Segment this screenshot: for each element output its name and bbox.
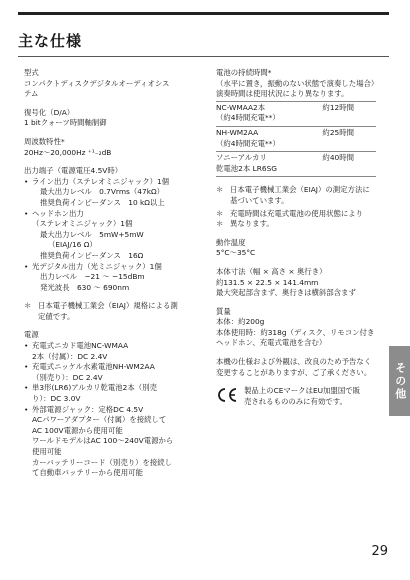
spec-text: （別売り）：DC 2.4V — [32, 372, 103, 382]
spec-battery-life — [216, 68, 379, 177]
spec-text: 売されるもののみに有効です。 — [244, 396, 347, 406]
spec-text: 基づいています。 — [230, 195, 289, 205]
spec-text: （水平に置き，振動のない状態で演奏した場合） — [216, 78, 379, 88]
spec-text: • ヘッドホン出力 — [32, 208, 84, 218]
spec-text: ヘッドホン、充電式電池を含む） — [216, 338, 327, 348]
spec-text: • ライン出力（ステレオミニジャック）1個 — [32, 176, 170, 186]
spec-text: 出力レベル −21 〜 −15dBm — [40, 272, 145, 282]
spec-text: 異なります。 — [230, 219, 274, 229]
spec-heading: 本体寸法（幅 × 高さ × 奥行き） — [216, 266, 327, 276]
spec-text: 本機の仕様および外観は、改良のため予告なく — [216, 357, 372, 367]
battery-notes — [216, 185, 376, 229]
list-item — [24, 383, 200, 404]
top-rule — [18, 12, 389, 15]
right-column — [216, 68, 379, 407]
spec-text: 充電時間は充電式電池の使用状態により — [230, 208, 364, 218]
table-cell: （約4時間充電**） — [216, 113, 280, 123]
spec-heading: 出力端子（電源電圧4.5V時） — [24, 166, 123, 176]
list-item — [24, 209, 200, 262]
spec-text: • 外部電源ジャック：定格DC 4.5V — [32, 404, 144, 414]
footnote-mark: ＊ — [24, 301, 32, 311]
spec-text: 最大出力レベル 0.7Vrms（47kΩ） — [40, 187, 165, 197]
footnote-mark: ＊＊ — [216, 208, 224, 229]
spec-text: ACパワーアダプター（付属）を接続して — [32, 415, 167, 425]
ce-mark-icon — [216, 387, 238, 403]
spec-text: 2本（付属）：DC 2.4V — [32, 351, 108, 361]
title-rule — [18, 56, 389, 57]
page-title: 主な仕様 — [18, 32, 83, 50]
table-cell: NC-WMAA2本 — [216, 102, 266, 112]
table-cell: NH-WM2AA — [216, 127, 259, 137]
spec-text: て自動車バッテリーから使用可能 — [32, 468, 143, 478]
spec-text: 推奨負荷インピーダンス 10 kΩ以上 — [40, 197, 165, 207]
spec-mass — [216, 307, 376, 349]
list-item — [24, 262, 200, 294]
battery-table — [216, 101, 376, 178]
spec-text: 製品上のCEマークはEU加盟国で販 — [244, 386, 360, 396]
spec-text: 演奏時間は使用状況により異なります。 — [216, 89, 349, 99]
spec-frequency — [24, 137, 200, 158]
spec-text: 発光波長 630 〜 690nm — [40, 282, 130, 292]
section-tab: その他 — [389, 346, 410, 416]
spec-heading: 周波数特性* — [24, 136, 65, 146]
spec-outputs — [24, 166, 200, 293]
spec-text: 推奨負荷インピーダンス 16Ω — [40, 250, 144, 260]
spec-text: ワールドモデルはAC 100〜240V電源から — [32, 436, 174, 446]
table-cell: 約12時間 — [322, 102, 354, 112]
spec-text: 本体使用時：約318g（ディスク、リモコン付き — [216, 327, 375, 337]
spec-text: テム — [24, 89, 39, 99]
spec-heading: 型式 — [24, 68, 39, 77]
spec-text: 最大突起部含まず、奥行きは横斜部含まず — [216, 288, 356, 298]
spec-text: AC 100V電源から使用可能 — [32, 425, 123, 435]
ce-notice — [216, 386, 376, 407]
spec-heading: 復号化（D/A） — [24, 107, 75, 117]
disclaimer — [216, 357, 376, 378]
spec-heading: 動作温度 — [216, 237, 246, 247]
left-column — [24, 68, 200, 487]
list-item — [24, 341, 200, 362]
list-item — [24, 362, 200, 383]
spec-model — [24, 68, 200, 100]
spec-text: 20Hz〜20,000Hz ⁺¹₋₂dB — [24, 147, 112, 157]
spec-text: （ステレオミニジャック）1個 — [32, 219, 133, 229]
table-cell: （約4時間充電**） — [216, 138, 280, 148]
table-cell: 乾電池2本 LR6SG — [216, 164, 376, 178]
spec-text: 1 bitクォーツ時間軸制御 — [24, 118, 107, 128]
spec-text: • 充電式ニカド電池NC-WMAA — [32, 341, 129, 351]
spec-text: 本体：約200g — [216, 317, 265, 327]
spec-text: 約131.5 × 22.5 × 141.4mm — [216, 277, 319, 287]
spec-power — [24, 330, 200, 478]
table-row — [216, 151, 376, 164]
table-cell: 約25時間 — [322, 127, 354, 137]
spec-heading: 電源 — [24, 330, 39, 340]
footnote — [24, 301, 200, 322]
spec-heading: 電池の持続時間* — [216, 68, 272, 77]
table-cell: 約40時間 — [322, 153, 354, 163]
table-row — [216, 101, 376, 114]
spec-text: カーバッテリーコード（別売り）を接続し — [32, 457, 173, 467]
list-item — [24, 405, 200, 479]
spec-temperature — [216, 238, 376, 259]
spec-text: 定値です。 — [38, 311, 75, 321]
spec-text: • 充電式ニッケル水素電池NH-WM2AA — [32, 362, 155, 372]
spec-text: り）：DC 3.0V — [32, 394, 81, 404]
footnote-mark: ＊ — [216, 185, 224, 195]
spec-heading: 質量 — [216, 306, 231, 316]
spec-text: 最大出力レベル 5mW+5mW — [40, 229, 144, 239]
spec-text: 使用可能 — [32, 447, 62, 456]
page-number: 29 — [371, 544, 388, 559]
spec-text: 日本電子機械工業会（EIAJ）の測定方法に — [230, 185, 370, 195]
table-row — [216, 126, 376, 139]
list-item — [24, 177, 200, 209]
spec-decoding — [24, 108, 200, 129]
spec-text: 5°C〜35°C — [216, 248, 256, 258]
spec-text: （EIAJ/16 Ω） — [48, 240, 97, 250]
spec-text: • 単3形(LR6)アルカリ乾電池2本（別売 — [32, 383, 157, 393]
spec-text: 日本電子機械工業会（EIAJ）規格による測 — [38, 301, 178, 311]
spec-text: 変更することがありますが、ご了承ください。 — [216, 367, 372, 377]
spec-text: コンパクトディスクデジタルオーディオシス — [24, 78, 170, 88]
spec-dimensions — [216, 267, 376, 299]
spec-text: • 光デジタル出力（光ミニジャック）1個 — [32, 261, 162, 271]
table-cell: ソニーアルカリ — [216, 153, 267, 163]
